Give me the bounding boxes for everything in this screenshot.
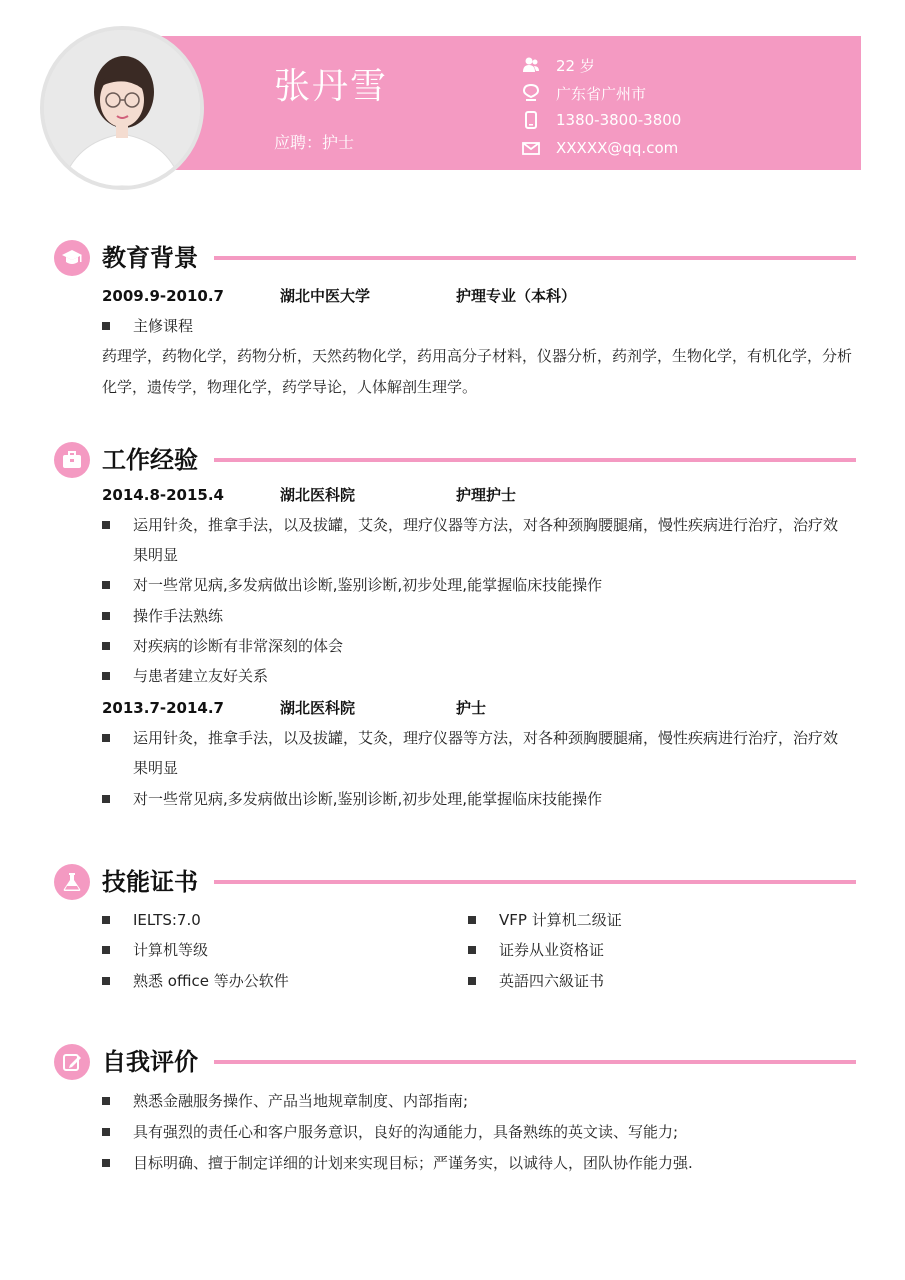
list-item: 证券从业资格证 — [468, 935, 798, 965]
job-company: 湖北医科院 — [280, 699, 356, 717]
section-divider — [214, 1060, 856, 1064]
list-item: 目标明确、擅于制定详细的计划来实现目标；严谨务实，以诚待人，团队协作能力强. — [102, 1148, 852, 1178]
bullet-square-icon — [102, 1128, 110, 1136]
courses-label: 主修课程 — [133, 317, 194, 335]
bullet-square-icon — [102, 946, 110, 954]
location-pin-icon — [522, 84, 540, 102]
courses-text: 药理学，药物化学，药物分析，天然药物化学，药用高分子材料，仪器分析，药剂学，生物化学，有机化学，分析化学，遗传学，物理化学，药学导论，人体解剖生理学。 — [102, 347, 853, 396]
list-item: 运用针灸，推拿手法，以及拔罐，艾灸，理疗仪器等方法，对各种颈胸腰腿痛，慢性疾病进行治疗，治疗效果明显 — [102, 723, 852, 783]
job-position: 护士 — [456, 699, 487, 717]
job-company: 湖北医科院 — [280, 486, 356, 504]
section-divider — [214, 458, 856, 462]
header-band — [160, 36, 861, 170]
list-item: 熟悉 office 等办公软件 — [102, 966, 432, 996]
section-divider — [214, 256, 856, 260]
graduation-cap-icon — [54, 240, 90, 276]
skills-section-header — [54, 862, 856, 902]
briefcase-icon — [54, 442, 90, 478]
list-item: 运用针灸，推拿手法，以及拔罐，艾灸，理疗仪器等方法，对各种颈胸腰腿痛，慢性疾病进行治疗，治疗效果明显 — [102, 510, 852, 570]
education-section-header — [54, 238, 856, 278]
bullet-square-icon — [102, 916, 110, 924]
list-item: 对一些常见病,多发病做出诊断,鉴别诊断,初步处理,能掌握临床技能操作 — [102, 570, 852, 600]
age-row — [522, 54, 595, 76]
list-item: 对一些常见病,多发病做出诊断,鉴别诊断,初步处理,能掌握临床技能操作 — [102, 784, 852, 814]
job-position: 护理护士 — [456, 486, 517, 504]
bullet-square-icon — [102, 581, 110, 589]
envelope-icon — [522, 139, 540, 157]
list-item: 与患者建立友好关系 — [102, 661, 852, 691]
location-row — [522, 82, 646, 104]
bullet-square-icon — [102, 977, 110, 985]
bullet-square-icon — [102, 734, 110, 742]
location-text: 广东省广州市 — [556, 84, 647, 103]
bullet-square-icon — [102, 795, 110, 803]
list-item: 具有强烈的责任心和客户服务意识，良好的沟通能力，具备熟练的英文读、写能力; — [102, 1117, 852, 1147]
bullet-square-icon — [102, 521, 110, 529]
bullet-square-icon — [102, 322, 110, 330]
self-eval-title: 自我评价 — [102, 1048, 198, 1076]
phone-row — [522, 109, 681, 131]
work-section-header — [54, 440, 856, 480]
email-text: XXXXX@qq.com — [556, 139, 679, 157]
bullet-square-icon — [102, 1097, 110, 1105]
self-eval-section-header — [54, 1042, 856, 1082]
education-school: 湖北中医大学 — [280, 287, 371, 305]
education-period: 2009.9-2010.7 — [102, 287, 224, 305]
age-text: 22 岁 — [556, 56, 595, 75]
education-major: 护理专业（本科） — [456, 287, 577, 305]
phone-text: 1380-3800-3800 — [556, 111, 682, 129]
skills-title: 技能证书 — [102, 868, 198, 896]
job-period: 2013.7-2014.7 — [102, 699, 224, 717]
bullet-square-icon — [468, 946, 476, 954]
phone-icon — [522, 111, 540, 129]
applied-position: 应聘：护士 — [274, 133, 355, 152]
pencil-icon — [54, 1044, 90, 1080]
bullet-square-icon — [102, 672, 110, 680]
bullet-square-icon — [102, 612, 110, 620]
candidate-name: 张丹雪 — [274, 66, 389, 107]
person-icon — [522, 56, 540, 74]
work-title: 工作经验 — [102, 446, 198, 474]
list-item: 操作手法熟练 — [102, 601, 852, 631]
list-item: 熟悉金融服务操作、产品当地规章制度、内部指南; — [102, 1086, 852, 1116]
list-item: 对疾病的诊断有非常深刻的体会 — [102, 631, 852, 661]
list-item: VFP 计算机二级证 — [468, 905, 798, 935]
list-item: 英語四六級证书 — [468, 966, 798, 996]
bullet-square-icon — [102, 642, 110, 650]
education-title: 教育背景 — [102, 244, 198, 272]
list-item: 计算机等级 — [102, 935, 432, 965]
job-period: 2014.8-2015.4 — [102, 486, 224, 504]
bullet-square-icon — [468, 977, 476, 985]
section-divider — [214, 880, 856, 884]
list-item: IELTS:7.0 — [102, 905, 432, 935]
bullet-square-icon — [468, 916, 476, 924]
profile-photo — [40, 26, 204, 190]
email-row — [522, 137, 678, 159]
bullet-square-icon — [102, 1159, 110, 1167]
list-item — [102, 311, 852, 341]
flask-icon — [54, 864, 90, 900]
